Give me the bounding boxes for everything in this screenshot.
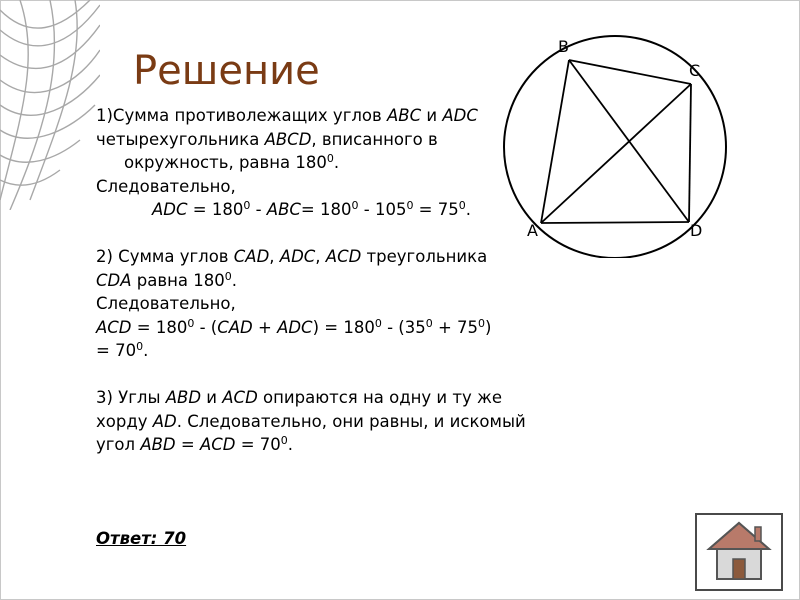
math-symbol: ACD bbox=[325, 247, 362, 266]
text-line bbox=[96, 198, 566, 222]
text-run: Следовательно, bbox=[96, 176, 236, 196]
math-symbol: ABC bbox=[266, 200, 301, 219]
math-symbol: ABC bbox=[386, 106, 422, 125]
degree-superscript: 0 bbox=[243, 199, 251, 212]
answer-text: Ответ: 70 bbox=[96, 529, 187, 548]
math-symbol: ADC bbox=[277, 317, 313, 337]
math-symbol: CAD bbox=[217, 317, 253, 337]
text-line bbox=[96, 269, 566, 293]
text-line bbox=[96, 410, 566, 434]
text-run: , bbox=[315, 247, 326, 266]
degree-superscript: 0 bbox=[136, 340, 144, 353]
blank-line bbox=[96, 222, 566, 246]
answer-line bbox=[96, 527, 566, 551]
degree-superscript: 0 bbox=[374, 316, 382, 330]
math-symbol: ABCD bbox=[264, 129, 312, 149]
text-run: ) = 180 bbox=[312, 317, 375, 337]
text-run: 1)Сумма противолежащих углов bbox=[96, 106, 387, 125]
text-run: треугольника bbox=[361, 247, 488, 266]
math-symbol: ABD bbox=[165, 388, 202, 407]
text-line bbox=[96, 104, 566, 128]
side-cd bbox=[689, 84, 691, 222]
math-symbol: ADC bbox=[152, 200, 188, 219]
text-run: = 180 bbox=[131, 317, 188, 337]
text-line bbox=[96, 151, 566, 175]
text-run: + 75 bbox=[432, 317, 479, 337]
inscribed-quadrilateral-figure bbox=[500, 28, 740, 258]
label-d: D bbox=[690, 221, 703, 240]
math-symbol: ADC bbox=[442, 106, 478, 125]
degree-superscript: 0 bbox=[425, 316, 433, 330]
degree-superscript: 0 bbox=[406, 199, 414, 212]
text-run: = bbox=[175, 435, 200, 454]
text-run: = 70 bbox=[235, 435, 281, 454]
text-run: . bbox=[287, 435, 294, 454]
text-run: + bbox=[252, 317, 278, 337]
degree-superscript: 0 bbox=[351, 199, 359, 212]
blank-line bbox=[96, 363, 566, 387]
math-symbol: CDA bbox=[96, 270, 132, 290]
math-symbol: ACD bbox=[96, 317, 132, 337]
side-da bbox=[541, 222, 689, 223]
corner-decoration bbox=[0, 0, 100, 210]
slide-title: Решение bbox=[133, 48, 320, 94]
text-run: опираются на одну и ту же bbox=[257, 388, 503, 407]
text-line bbox=[96, 128, 566, 152]
home-button[interactable] bbox=[695, 513, 783, 591]
math-symbol: CAD bbox=[233, 247, 270, 266]
degree-superscript: 0 bbox=[326, 152, 334, 165]
diagonal-ac bbox=[541, 84, 691, 223]
math-symbol: ADC bbox=[279, 247, 316, 266]
label-c: C bbox=[689, 61, 701, 80]
text-run: . bbox=[231, 270, 237, 290]
degree-superscript: 0 bbox=[478, 316, 486, 330]
text-run: - bbox=[250, 200, 267, 219]
text-run: , bbox=[269, 247, 280, 266]
text-run: окружность, равна 180 bbox=[124, 153, 327, 172]
text-run: ) bbox=[485, 317, 492, 337]
text-line bbox=[96, 175, 566, 199]
side-ab bbox=[541, 60, 569, 223]
text-line bbox=[96, 339, 566, 363]
text-run: = 180 bbox=[187, 200, 244, 219]
side-bc bbox=[569, 60, 691, 84]
degree-superscript: 0 bbox=[187, 316, 195, 330]
math-symbol: ABD bbox=[140, 435, 176, 454]
label-a: A bbox=[527, 221, 538, 240]
math-symbol: ACD bbox=[222, 388, 258, 407]
text-run: = 70 bbox=[96, 341, 137, 360]
degree-superscript: 0 bbox=[280, 434, 288, 447]
text-run: - ( bbox=[194, 317, 218, 337]
text-run: хорду bbox=[96, 411, 153, 431]
text-run: 2) Сумма углов bbox=[96, 247, 234, 266]
text-run: 3) Углы bbox=[96, 388, 166, 407]
text-run: равна 180 bbox=[131, 270, 225, 290]
diagonal-bd bbox=[569, 60, 689, 222]
text-line bbox=[96, 433, 566, 457]
solution-text bbox=[96, 104, 566, 480]
text-run: . bbox=[333, 153, 340, 172]
text-run: . bbox=[465, 200, 471, 219]
text-run: . Следовательно, они равны, и искомый bbox=[176, 411, 526, 431]
text-run: четырехугольника bbox=[96, 129, 265, 149]
math-symbol: ACD bbox=[199, 435, 236, 454]
text-line bbox=[96, 316, 566, 340]
text-line bbox=[96, 386, 566, 410]
text-run: угол bbox=[96, 435, 141, 454]
degree-superscript: 0 bbox=[458, 199, 466, 212]
text-run: = 75 bbox=[413, 200, 459, 219]
degree-superscript: 0 bbox=[224, 269, 232, 283]
text-line bbox=[96, 292, 566, 316]
text-run: и bbox=[421, 106, 443, 125]
text-run: = 180 bbox=[300, 200, 352, 219]
text-run: . bbox=[143, 341, 149, 360]
text-run: - 105 bbox=[358, 200, 407, 219]
text-run: , вписанного в bbox=[311, 129, 438, 149]
math-symbol: AD bbox=[152, 411, 177, 431]
text-run: - (35 bbox=[381, 317, 426, 337]
label-b: B bbox=[558, 37, 569, 56]
text-line bbox=[96, 245, 566, 269]
home-icon bbox=[697, 515, 781, 589]
text-run: и bbox=[201, 388, 223, 407]
blank-line bbox=[96, 457, 566, 481]
text-run: Следовательно, bbox=[96, 294, 236, 313]
